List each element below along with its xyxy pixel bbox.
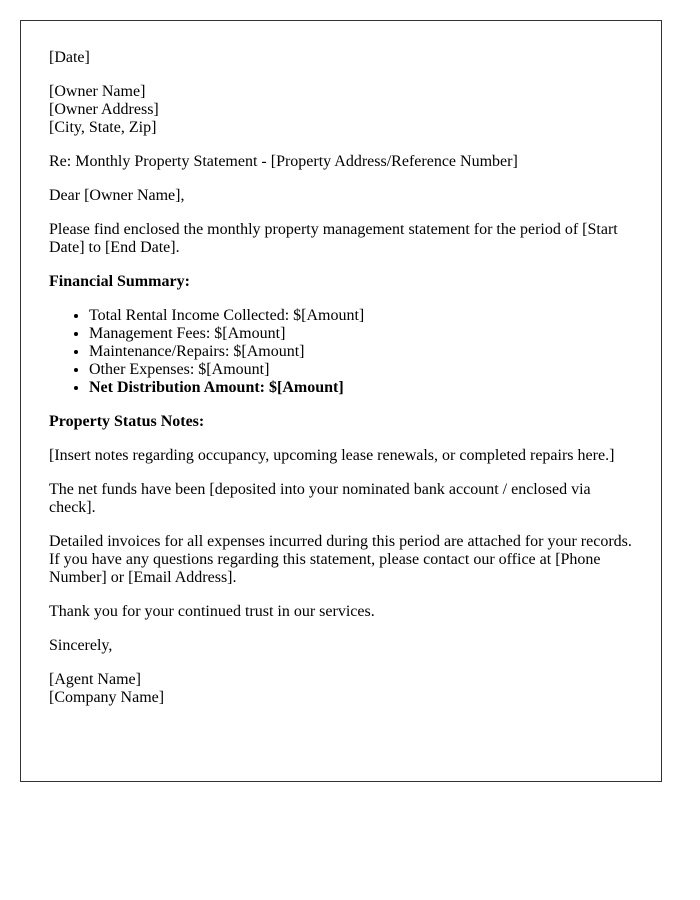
invoices-note: Detailed invoices for all expenses incurred during this period are attached for your records. If you have any questions regarding this statement, please contact our office at [Phone Number] or [Email Address].: [49, 533, 632, 586]
thanks-line: Thank you for your continued trust in our services.: [49, 603, 375, 620]
net-distribution-item: • Net Distribution Amount: $[Amount]: [89, 379, 633, 397]
owner-address: [Owner Address]: [49, 101, 159, 118]
letter: [20, 20, 662, 782]
property-status-heading: Property Status Notes:: [49, 413, 205, 430]
list-item: • Total Rental Income Collected: $[Amount]: [89, 307, 633, 325]
agent-name: [Agent Name]: [49, 671, 141, 688]
closing: Sincerely,: [49, 637, 113, 654]
recipient-block: [49, 83, 633, 137]
subject-line: Re: Monthly Property Statement - [Property Address/Reference Number]: [49, 153, 518, 170]
owner-name: [Owner Name]: [49, 83, 146, 100]
company-name: [Company Name]: [49, 689, 165, 706]
list-item: • Maintenance/Repairs: $[Amount]: [89, 343, 633, 361]
financial-summary-heading: Financial Summary:: [49, 273, 190, 290]
signature-block: [49, 671, 633, 707]
intro-paragraph: Please find enclosed the monthly property management statement for the period of [Start Date] to [End Date].: [49, 221, 618, 256]
status-notes: [Insert notes regarding occupancy, upcoming lease renewals, or completed repairs here.]: [49, 447, 615, 464]
date: [Date]: [49, 49, 90, 66]
financial-summary-list: [49, 307, 633, 397]
list-item: • Other Expenses: $[Amount]: [89, 361, 633, 379]
salutation: Dear [Owner Name],: [49, 187, 185, 204]
funds-note: The net funds have been [deposited into your nominated bank account / enclosed via check].: [49, 481, 591, 516]
list-item: • Management Fees: $[Amount]: [89, 325, 633, 343]
owner-city: [City, State, Zip]: [49, 119, 157, 136]
